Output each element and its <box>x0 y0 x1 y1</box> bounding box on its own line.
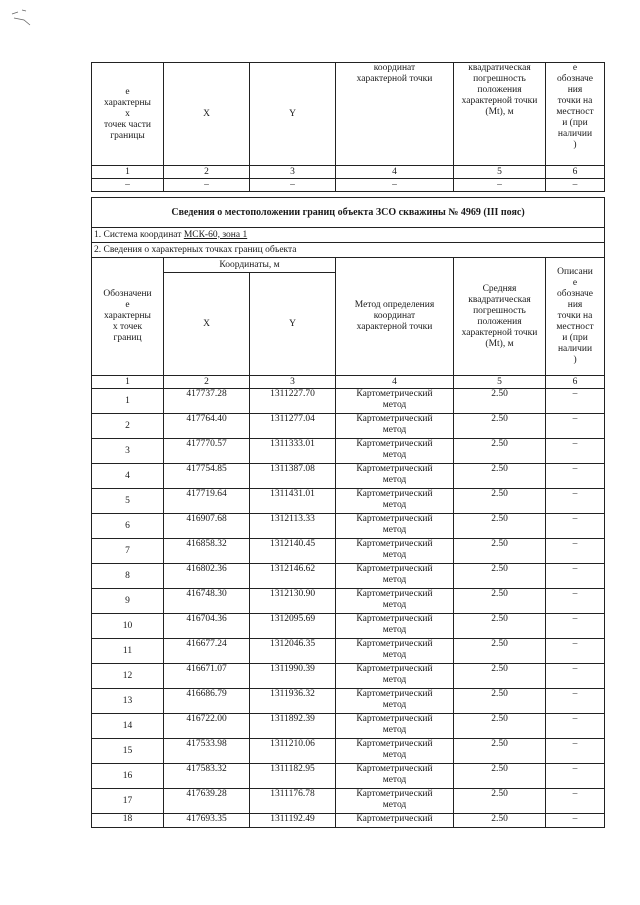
point-y: 1311431.01 <box>250 489 336 514</box>
header-y: Y <box>250 273 336 376</box>
point-method: Картометрический метод <box>336 489 454 514</box>
point-method: Картометрический метод <box>336 514 454 539</box>
point-x: 416907.68 <box>164 514 250 539</box>
point-x: 416858.32 <box>164 539 250 564</box>
point-x: 416677.24 <box>164 639 250 664</box>
point-x: 417764.40 <box>164 414 250 439</box>
section-title: Сведения о местоположении границ объекта ЗСО скважины № 4969 (III пояс) <box>92 198 605 228</box>
point-x: 416748.30 <box>164 589 250 614</box>
dash-row <box>92 179 605 192</box>
point-method: Картометрический метод <box>336 764 454 789</box>
point-method: Картометрический метод <box>336 639 454 664</box>
table-row <box>92 664 605 689</box>
point-y: 1311333.01 <box>250 439 336 464</box>
point-x: 416704.36 <box>164 614 250 639</box>
point-x: 417719.64 <box>164 489 250 514</box>
point-y: 1311182.95 <box>250 764 336 789</box>
point-number: 14 <box>92 714 164 739</box>
table-row <box>92 414 605 439</box>
point-y: 1311277.04 <box>250 414 336 439</box>
column-number-row <box>92 166 605 179</box>
point-marking: – <box>546 739 605 764</box>
coord-system <box>92 228 605 243</box>
point-number: 12 <box>92 664 164 689</box>
point-y: 1311210.06 <box>250 739 336 764</box>
point-marking: – <box>546 539 605 564</box>
point-error: 2.50 <box>454 614 546 639</box>
point-method: Картометрический метод <box>336 739 454 764</box>
coord-system-label: 1. Система координат <box>94 229 184 240</box>
point-marking: – <box>546 714 605 739</box>
table-row <box>92 389 605 414</box>
point-method: Картометрический метод <box>336 414 454 439</box>
table-row <box>92 739 605 764</box>
point-y: 1312130.90 <box>250 589 336 614</box>
point-error: 2.50 <box>454 564 546 589</box>
point-x: 417533.98 <box>164 739 250 764</box>
point-method: Картометрический метод <box>336 664 454 689</box>
point-marking: – <box>546 789 605 814</box>
points-heading: 2. Сведения о характерных точках границ объекта <box>92 243 605 258</box>
header-designation: е характерны х точек части границы <box>92 63 164 166</box>
column-number: 4 <box>336 166 454 179</box>
points-heading-row <box>92 243 605 258</box>
point-marking: – <box>546 464 605 489</box>
column-number: 2 <box>164 166 250 179</box>
point-y: 1312095.69 <box>250 614 336 639</box>
point-method: Картометрический метод <box>336 789 454 814</box>
header-designation: Обозначени е характерны х точек границ <box>92 258 164 376</box>
point-y: 1312113.33 <box>250 514 336 539</box>
dash-cell: – <box>336 179 454 192</box>
column-number-row <box>92 376 605 389</box>
point-y: 1311387.08 <box>250 464 336 489</box>
header-marking: Описани е обозначе ния точки на местност и (при наличии ) <box>546 258 605 376</box>
point-number: 11 <box>92 639 164 664</box>
point-marking: – <box>546 389 605 414</box>
table-row <box>92 689 605 714</box>
point-y: 1311892.39 <box>250 714 336 739</box>
column-number: 5 <box>454 166 546 179</box>
header-x: X <box>164 63 250 166</box>
boundary-points-table <box>91 197 605 828</box>
point-error: 2.50 <box>454 789 546 814</box>
point-number: 10 <box>92 614 164 639</box>
point-number: 6 <box>92 514 164 539</box>
coord-system-row <box>92 228 605 243</box>
table-header-row <box>92 63 605 166</box>
point-y: 1311936.32 <box>250 689 336 714</box>
point-marking: – <box>546 664 605 689</box>
point-marking: – <box>546 689 605 714</box>
point-x: 416722.00 <box>164 714 250 739</box>
point-rows <box>92 389 605 828</box>
point-number: 8 <box>92 564 164 589</box>
column-number: 3 <box>250 166 336 179</box>
point-error: 2.50 <box>454 689 546 714</box>
dash-cell: – <box>92 179 164 192</box>
point-method: Картометрический метод <box>336 439 454 464</box>
header-error: Средняя квадратическая погрешность положения характерной точки (Mt), м <box>454 258 546 376</box>
point-error: 2.50 <box>454 589 546 614</box>
point-marking: – <box>546 764 605 789</box>
point-method: Картометрический метод <box>336 614 454 639</box>
point-number: 3 <box>92 439 164 464</box>
table-row <box>92 789 605 814</box>
point-y: 1312146.62 <box>250 564 336 589</box>
point-error: 2.50 <box>454 514 546 539</box>
point-marking: – <box>546 489 605 514</box>
point-method: Картометрический метод <box>336 689 454 714</box>
header-y: Y <box>250 63 336 166</box>
point-y: 1312140.45 <box>250 539 336 564</box>
point-x: 417639.28 <box>164 789 250 814</box>
point-y: 1312046.35 <box>250 639 336 664</box>
header-marking: е обозначе ния точки на местност и (при наличии ) <box>546 63 605 166</box>
coord-system-value: МСК-60, зона 1 <box>183 229 248 240</box>
column-number: 1 <box>92 376 164 389</box>
point-x: 416686.79 <box>164 689 250 714</box>
table-row <box>92 614 605 639</box>
point-marking: – <box>546 514 605 539</box>
column-number: 3 <box>250 376 336 389</box>
point-number: 18 <box>92 814 164 828</box>
point-error: 2.50 <box>454 464 546 489</box>
table-row <box>92 464 605 489</box>
table-header-row <box>92 258 605 273</box>
point-x: 416802.36 <box>164 564 250 589</box>
point-error: 2.50 <box>454 439 546 464</box>
point-method: Картометрический метод <box>336 539 454 564</box>
point-number: 7 <box>92 539 164 564</box>
point-number: 15 <box>92 739 164 764</box>
point-marking: – <box>546 589 605 614</box>
column-number: 6 <box>546 376 605 389</box>
continued-points-table <box>91 62 605 192</box>
point-method: Картометрический метод <box>336 589 454 614</box>
dash-cell: – <box>546 179 605 192</box>
point-error: 2.50 <box>454 489 546 514</box>
point-marking: – <box>546 639 605 664</box>
point-marking: – <box>546 564 605 589</box>
point-number: 4 <box>92 464 164 489</box>
table-row <box>92 539 605 564</box>
point-method: Картометрический метод <box>336 564 454 589</box>
point-error: 2.50 <box>454 639 546 664</box>
point-method: Картометрический <box>336 814 454 828</box>
dash-cell: – <box>250 179 336 192</box>
header-method: Метод определения координат характерной точки <box>336 258 454 376</box>
table-row <box>92 589 605 614</box>
dash-cell: – <box>164 179 250 192</box>
column-number: 5 <box>454 376 546 389</box>
header-coordinates: Координаты, м <box>164 258 336 273</box>
point-y: 1311227.70 <box>250 389 336 414</box>
point-y: 1311176.78 <box>250 789 336 814</box>
scan-corner-mark <box>10 6 40 28</box>
point-marking: – <box>546 414 605 439</box>
header-error: квадратическая погрешность положения характерной точки (Mt), м <box>454 63 546 166</box>
point-number: 17 <box>92 789 164 814</box>
point-error: 2.50 <box>454 764 546 789</box>
table-row <box>92 439 605 464</box>
point-x: 417583.32 <box>164 764 250 789</box>
column-number: 2 <box>164 376 250 389</box>
point-error: 2.50 <box>454 664 546 689</box>
point-x: 416671.07 <box>164 664 250 689</box>
point-marking: – <box>546 614 605 639</box>
point-x: 417693.35 <box>164 814 250 828</box>
table-row <box>92 489 605 514</box>
column-number: 1 <box>92 166 164 179</box>
dash-cell: – <box>454 179 546 192</box>
point-y: 1311990.39 <box>250 664 336 689</box>
point-x: 417737.28 <box>164 389 250 414</box>
column-number: 4 <box>336 376 454 389</box>
point-error: 2.50 <box>454 539 546 564</box>
point-error: 2.50 <box>454 739 546 764</box>
table-row <box>92 639 605 664</box>
table-row <box>92 764 605 789</box>
header-x: X <box>164 273 250 376</box>
point-number: 9 <box>92 589 164 614</box>
point-marking: – <box>546 439 605 464</box>
table-row <box>92 714 605 739</box>
point-error: 2.50 <box>454 714 546 739</box>
table-row <box>92 564 605 589</box>
table-row <box>92 514 605 539</box>
section-title-row <box>92 198 605 228</box>
point-number: 13 <box>92 689 164 714</box>
point-error: 2.50 <box>454 389 546 414</box>
point-number: 5 <box>92 489 164 514</box>
point-number: 1 <box>92 389 164 414</box>
point-number: 2 <box>92 414 164 439</box>
table-row <box>92 814 605 828</box>
point-method: Картометрический метод <box>336 464 454 489</box>
point-x: 417770.57 <box>164 439 250 464</box>
point-number: 16 <box>92 764 164 789</box>
header-method: координат характерной точки <box>336 63 454 166</box>
point-method: Картометрический метод <box>336 389 454 414</box>
point-marking: – <box>546 814 605 828</box>
point-x: 417754.85 <box>164 464 250 489</box>
point-method: Картометрический метод <box>336 714 454 739</box>
point-y: 1311192.49 <box>250 814 336 828</box>
point-error: 2.50 <box>454 814 546 828</box>
column-number: 6 <box>546 166 605 179</box>
point-error: 2.50 <box>454 414 546 439</box>
